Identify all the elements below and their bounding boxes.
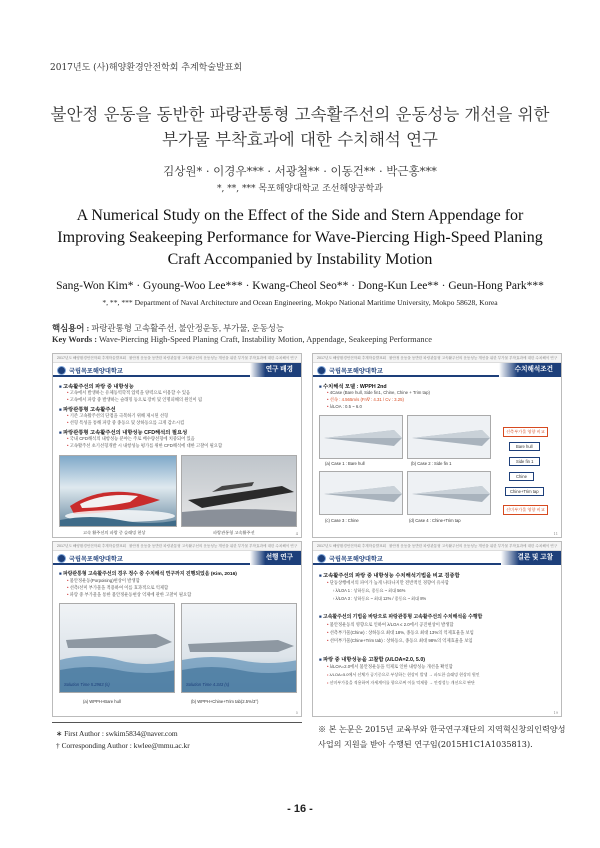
slide-conclusion bbox=[312, 541, 562, 717]
university-logo: 국립목포해양대학교 bbox=[57, 553, 123, 563]
sub-bullet: • 기존 고속활주선의 단점을 극복하기 위해 제시된 선형 bbox=[67, 413, 168, 419]
slide-page-number: 11 bbox=[553, 532, 558, 536]
sub-bullet: • 고속활주선 초기선형개발 시 내항성능 평가를 위한 CFD해석에 대한 고찰이 필요함 bbox=[67, 443, 222, 449]
slide-title: 선행 연구 bbox=[250, 551, 301, 565]
sub-bullet: • 선측부가물(Chine) : 상하동요 최대 18%, 종동요 최대 13%의 억제효율을 보임 bbox=[327, 630, 474, 636]
slide-header bbox=[313, 551, 561, 565]
korean-affiliation: *, **, *** 목포해양대학교 조선해양공학과 bbox=[217, 184, 383, 194]
caption-case1: (a) Case 1 : Bare hull bbox=[325, 461, 365, 466]
slide-page-number: 19 bbox=[553, 711, 558, 715]
bullet: ■ 고속활주선의 파랑 중 내항성능 수치해석기법을 비교 검증함 bbox=[319, 571, 460, 579]
sub-bullet: • 선측/선미 부가물을 적용하여 이를 효과적으로 억제함 bbox=[67, 585, 168, 591]
english-keywords-value: Wave-Piercing High-Speed Planing Craft, Instability Motion, Appendage, Seakeeping Performance bbox=[98, 335, 433, 344]
caption-chine-trim: (b) WPPH+Chine+Trim tab(2.5%/3°) bbox=[191, 699, 259, 704]
slide-page-number: 5 bbox=[295, 711, 298, 715]
bullet: ■ 파랑관통형 고속활주선의 내항성능 CFD해석의 필요성 bbox=[59, 428, 187, 436]
korean-title-line-2: 부가물 부착효과에 대한 수치해석 연구 bbox=[161, 130, 438, 149]
sub-bullet: • 불안정운동(Porpoising)현상이 발생함 bbox=[67, 578, 140, 584]
sub-bullet: • 선미부가물(Chine+Trim tab) : 상하동요, 종동요 최대 98%의 억제효율을 보임 bbox=[327, 638, 473, 644]
hull-case3-image bbox=[319, 471, 403, 515]
hull-case2-image bbox=[407, 415, 491, 459]
option-chine-trim-tap: Chine+Trim tap bbox=[505, 487, 544, 496]
solution-time-b: Solution Time 4.343 (s) bbox=[186, 682, 230, 687]
slide-topbar: 2017년도 해양환경안전학회 추계학술발표회 불안정 운동을 동반한 파랑관통형 고속활주선의 운동성능 개선을 위한 부가물 부착효과에 대한 수치해석 연구 bbox=[53, 542, 301, 551]
first-author-footnote: ∗ First Author : swkim5834@naver.com bbox=[56, 729, 178, 738]
caption-slamming: 고속 활주선의 파랑 중 슬래밍 현상 bbox=[83, 530, 146, 535]
bullet: ■ 수치해석 모델 : WPPH 2nd bbox=[319, 382, 387, 390]
english-title-line-1: A Numerical Study on the Effect of the Side and Stern Appendage for bbox=[76, 207, 524, 224]
simulation-bare-hull-image bbox=[59, 603, 175, 693]
conference-header: 2017년도 (사)해양환경안전학회 추계학술발표회 bbox=[50, 63, 243, 73]
hull-case4-image bbox=[407, 471, 491, 515]
sub-sub-bullet: › λ/LOA 3 : 상하동요 ~ 최대 12% / 종동요 ~ 최대 8% bbox=[333, 596, 426, 602]
bullet: ■ 고속활주선의 파랑 중 내항성능 bbox=[59, 382, 134, 390]
bullet: ■ 파랑관통형 고속활주선의 경우 정수 중 수치해석 연구까지 진행되었음 (Kim, 2016) bbox=[59, 570, 237, 577]
sub-bullet: • 선미부가물을 적용하여 자세계어를 향으로써 이를 억제함 → 안정성능 개선으로 판단 bbox=[327, 680, 475, 686]
caption-case2: (b) Case 2 : Side fin 1 bbox=[411, 461, 452, 466]
option-side-fin: Side fin 1 bbox=[509, 457, 540, 466]
side-appendage-label: 선측부가물 영향 비교 bbox=[503, 427, 548, 437]
korean-authors: 김상원* · 이경우*** · 서광철** · 이동건** · 박근홍*** bbox=[163, 164, 437, 178]
university-logo: 국립목포해양대학교 bbox=[317, 553, 383, 563]
sub-sub-bullet: › λ/LOA 1 : 상하동요, 종동요 ~ 최대 56% bbox=[333, 588, 405, 594]
slide-topbar: 2017년도 해양환경안전학회 추계학술발표회 불안정 운동을 동반한 파랑관통형 고속활주선의 운동성능 개선을 위한 부가물 부착효과에 대한 수치해석 연구 bbox=[53, 354, 301, 363]
slamming-photo bbox=[59, 455, 177, 527]
corresponding-author-footnote: † Corresponding Author : kwlee@mmu.ac.kr bbox=[56, 741, 190, 750]
slide-research-background bbox=[52, 353, 302, 538]
bullet: ■ 파랑관통형 고속활주선 bbox=[59, 405, 116, 413]
acknowledgement: ※ 본 논문은 2015년 교육부와 한국연구재단의 지역혁신창의인력양성사업의 지원을 받아 수행된 연구임(2015H1C1A1035813). bbox=[318, 724, 566, 749]
slide-title: 연구 배경 bbox=[250, 363, 301, 377]
sub-bullet: • 선속 : 4.565m/s (Fn∇ : 4.31 / Cv : 3.25) bbox=[327, 397, 404, 403]
university-emblem-icon bbox=[57, 554, 66, 563]
caption-case4: (d) Case 4 : Chine+Trim tap bbox=[409, 518, 461, 523]
option-bare-hull: Bare hull bbox=[509, 442, 540, 451]
slide-title: 수치해석조건 bbox=[499, 363, 561, 377]
english-keywords-label: Key Words : bbox=[52, 335, 97, 344]
slide-header bbox=[53, 363, 301, 377]
slide-topbar: 2017년도 해양환경안전학회 추계학술발표회 불안정 운동을 동반한 파랑관통형 고속활주선의 운동성능 개선을 위한 부가물 부착효과에 대한 수치해석 연구 bbox=[313, 354, 561, 363]
korean-keywords bbox=[52, 322, 284, 334]
korean-keywords-value: 파랑관통형 고속활주선, 불안정운동, 부가물, 운동성능 bbox=[91, 324, 284, 333]
option-chine: Chine bbox=[509, 472, 534, 481]
university-emblem-icon bbox=[317, 554, 326, 563]
sub-bullet: • 단동상행에서의 파이가 높게 나타나지만 전반적인 경향이 유사함 bbox=[327, 580, 449, 586]
university-emblem-icon bbox=[57, 366, 66, 375]
sub-bullet: • 불안정운동의 영향으로 인하여 λ/LOA ≤ 2.0에서 공진현상이 발생함 bbox=[327, 622, 454, 628]
slide-page-number: 4 bbox=[295, 532, 298, 536]
slide-title: 결론 및 고찰 bbox=[501, 551, 561, 565]
sub-bullet: • 4Case (Bare hull, Side fin1, Chine, Chine + Trim tap) bbox=[327, 390, 430, 395]
slide-topbar: 2017년도 해양환경안전학회 추계학술발표회 불안정 운동을 동반한 파랑관통형 고속활주선의 운동성능 개선을 위한 부가물 부착효과에 대한 수치해석 연구 bbox=[313, 542, 561, 551]
sub-bullet: • 국내 CFD해석의 내항성능 분야는 주로 배수량선형에 치중되어 있음 bbox=[67, 436, 195, 442]
sub-bullet: • λ/LOA : 0.5 ~ 6.0 bbox=[327, 404, 362, 409]
english-keywords bbox=[52, 335, 432, 344]
sub-bullet: • λ/LOA=5.0에서 선체가 공기중으로 부상하는 현상이 발생 → 파도한 슬래밍 현상의 원인 bbox=[327, 672, 480, 678]
first-author-email: swkim5834@naver.com bbox=[105, 729, 178, 738]
slide-previous-research bbox=[52, 541, 302, 717]
simulation-chine-trim-image bbox=[181, 603, 297, 693]
korean-keywords-label: 핵심용어 : bbox=[52, 324, 90, 333]
slide-header bbox=[313, 363, 561, 377]
stern-appendage-label: 선미부가물 영향 비교 bbox=[503, 505, 548, 515]
sub-bullet: • 파랑 중 부가물을 통한 불안정운동현상 억제에 관한 고찰이 필요함 bbox=[67, 592, 191, 598]
caption-craft: 파랑관통형 고속활주선 bbox=[213, 530, 255, 535]
bullet: ■ 파랑 중 내항성능을 고찰함 (λ/LOA=2.0, 5.0) bbox=[319, 655, 425, 663]
sub-bullet: • λ/LOA=2.0에서 불안정운동을 억제로 인한 내항성능 개선을 확인함 bbox=[327, 664, 453, 670]
solution-time-a: Solution Time 5.2983 (s) bbox=[64, 682, 110, 687]
english-authors: Sang-Won Kim* · Gyoung-Woo Lee*** · Kwang-Cheol Seo** · Dong-Kun Lee** · Geun-Hong Park*** bbox=[56, 280, 544, 292]
corresponding-author-email: kwlee@mmu.ac.kr bbox=[133, 741, 190, 750]
english-title-line-2: Improving Seakeeping Performance for Wave-Piercing High-Speed Planing bbox=[57, 229, 543, 246]
hull-case1-image bbox=[319, 415, 403, 459]
sub-bullet: • 고속에서 발생하는 유체동역학적 압력을 양력으로 이용할 수 있음 bbox=[67, 390, 190, 396]
sub-bullet: • 고속에서 파랑 중 발생하는 슬래밍 등으로 장비 및 인명피해의 원인이 됨 bbox=[67, 397, 202, 403]
bullet: ■ 고속활주선의 기법을 바탕으로 파랑관통형 고속활주선의 수치해석을 수행함 bbox=[319, 613, 482, 620]
university-logo: 국립목포해양대학교 bbox=[317, 365, 383, 375]
footnote-divider bbox=[52, 722, 302, 723]
slide-header bbox=[53, 551, 301, 565]
university-logo: 국립목포해양대학교 bbox=[57, 365, 123, 375]
korean-title-line-1: 불안정 운동을 동반한 파랑관통형 고속활주선의 운동성능 개선을 위한 bbox=[50, 105, 550, 124]
page-number: - 16 - bbox=[287, 803, 313, 815]
caption-case3: (c) Case 3 : Chine bbox=[325, 518, 359, 523]
university-emblem-icon bbox=[317, 366, 326, 375]
english-title-line-3: Craft Accompanied by Instability Motion bbox=[167, 251, 433, 268]
english-affiliation: *, **, *** Department of Naval Architecture and Ocean Engineering, Mokpo National Maritime University, Mokpo 58628, Korea bbox=[102, 298, 498, 307]
wave-piercing-craft-photo bbox=[181, 455, 297, 527]
caption-bare-hull: (a) WPPH+Bare hull bbox=[83, 699, 121, 704]
sub-bullet: • 선형 특성을 통해 파랑 중 종동요 및 상하동요를 크게 감소시킴 bbox=[67, 420, 184, 426]
slide-numerical-conditions bbox=[312, 353, 562, 538]
